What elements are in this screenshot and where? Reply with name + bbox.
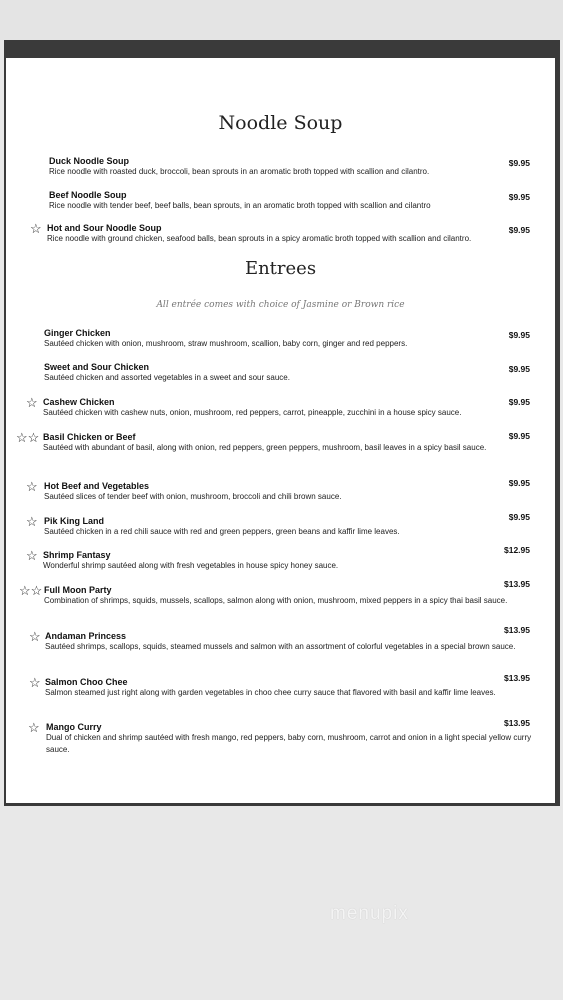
spicy-star-icon: ☆ [26,514,38,529]
item-description: Sautéed chicken with onion, mushroom, straw mushroom, scallion, baby corn, ginger and red peppers. [44,339,408,348]
item-description: Dual of chicken and shrimp sautéed with fresh mango, red peppers, baby corn, mushroom, carrot and onion in a light special yellow curry sauce. [46,733,532,754]
item-name: Pik King Land [44,516,105,526]
item-description: Sautéed chicken and assorted vegetables in a sweet and sour sauce. [44,373,290,382]
item-name: Beef Noodle Soup [49,190,127,200]
item-name: Duck Noodle Soup [49,156,130,166]
menu-page [6,58,555,803]
item-price: $9.95 [508,192,530,202]
item-name: Ginger Chicken [44,328,111,338]
entrees-title: Entrees [244,258,317,279]
rice-note: All entrée comes with choice of Jasmine or Brown rice [156,300,405,310]
item-description: Sautéed shrimps, scallops, squids, steamed mussels and salmon with an assortment of colorful vegetables in a special brown sauce. [45,642,516,651]
item-description: Rice noodle with ground chicken, seafood balls, bean sprouts in a spicy aromatic broth topped with scallion and cilantro. [47,234,472,243]
item-name: Shrimp Fantasy [43,550,111,560]
spicy-star-icon: ☆ [28,720,40,735]
top-strip [0,0,563,40]
item-name: Andaman Princess [45,631,127,641]
spicy-star-icon: ☆ [30,221,42,236]
item-description: Wonderful shrimp sautéed along with fresh vegetables in house spicy honey sauce. [43,561,339,570]
item-description: Combination of shrimps, squids, mussels, scallops, salmon along with onion, mushroom, mixed peppers in a spicy thai basil sauce. [44,596,508,605]
item-description: Rice noodle with roasted duck, broccoli, bean sprouts in an aromatic broth topped with scallion and cilantro. [49,167,430,176]
item-price: $9.95 [508,512,530,522]
item-name: Hot and Sour Noodle Soup [47,223,162,233]
item-name: Cashew Chicken [43,397,115,407]
spicy-star-icon: ☆ [26,548,38,563]
item-price: $9.95 [508,431,530,441]
item-price: $9.95 [508,330,530,340]
item-name: Full Moon Party [44,585,112,595]
item-description: Sautéed slices of tender beef with onion, mushroom, broccoli and chili brown sauce. [44,492,342,501]
item-description: Salmon steamed just right along with garden vegetables in choo chee curry sauce that flavored with basil and kaffir lime leaves. [45,688,496,697]
item-description: Rice noodle with tender beef, beef balls, bean sprouts, in an aromatic broth topped with scallion and cilantro [49,201,431,210]
item-name: Salmon Choo Chee [45,677,128,687]
item-price: $13.95 [504,673,530,683]
item-price: $13.95 [504,718,530,728]
spicy-star-icon: ☆ [26,479,38,494]
spicy-star-icon: ☆ [26,395,38,410]
item-price: $13.95 [504,579,530,589]
item-price: $9.95 [508,478,530,488]
spicy-star-icon: ☆☆ [19,583,43,598]
spicy-star-icon: ☆ [29,629,41,644]
menupix-watermark: menupix [330,903,409,924]
noodle-soup-title: Noodle Soup [218,112,343,134]
spicy-star-icon: ☆ [29,675,41,690]
item-price: $12.95 [504,545,530,555]
item-price: $13.95 [504,625,530,635]
item-name: Hot Beef and Vegetables [44,481,150,491]
item-name: Mango Curry [46,722,102,732]
item-description: Sautéed chicken in a red chili sauce with red and green peppers, green beans and kaffir lime leaves. [44,527,400,536]
item-price: $9.95 [508,364,530,374]
item-description: Sautéed chicken with cashew nuts, onion, mushroom, red peppers, carrot, pineapple, zucchini in a house spicy sauce. [43,408,462,417]
item-name: Sweet and Sour Chicken [44,362,150,372]
spicy-star-icon: ☆☆ [16,430,40,445]
item-description: Sautéed with abundant of basil, along with onion, red peppers, green peppers, mushroom, basil leaves in a spicy basil sauce. [43,443,487,452]
item-price: $9.95 [508,397,530,407]
item-name: Basil Chicken or Beef [43,432,136,442]
item-price: $9.95 [508,225,530,235]
item-price: $9.95 [508,158,530,168]
